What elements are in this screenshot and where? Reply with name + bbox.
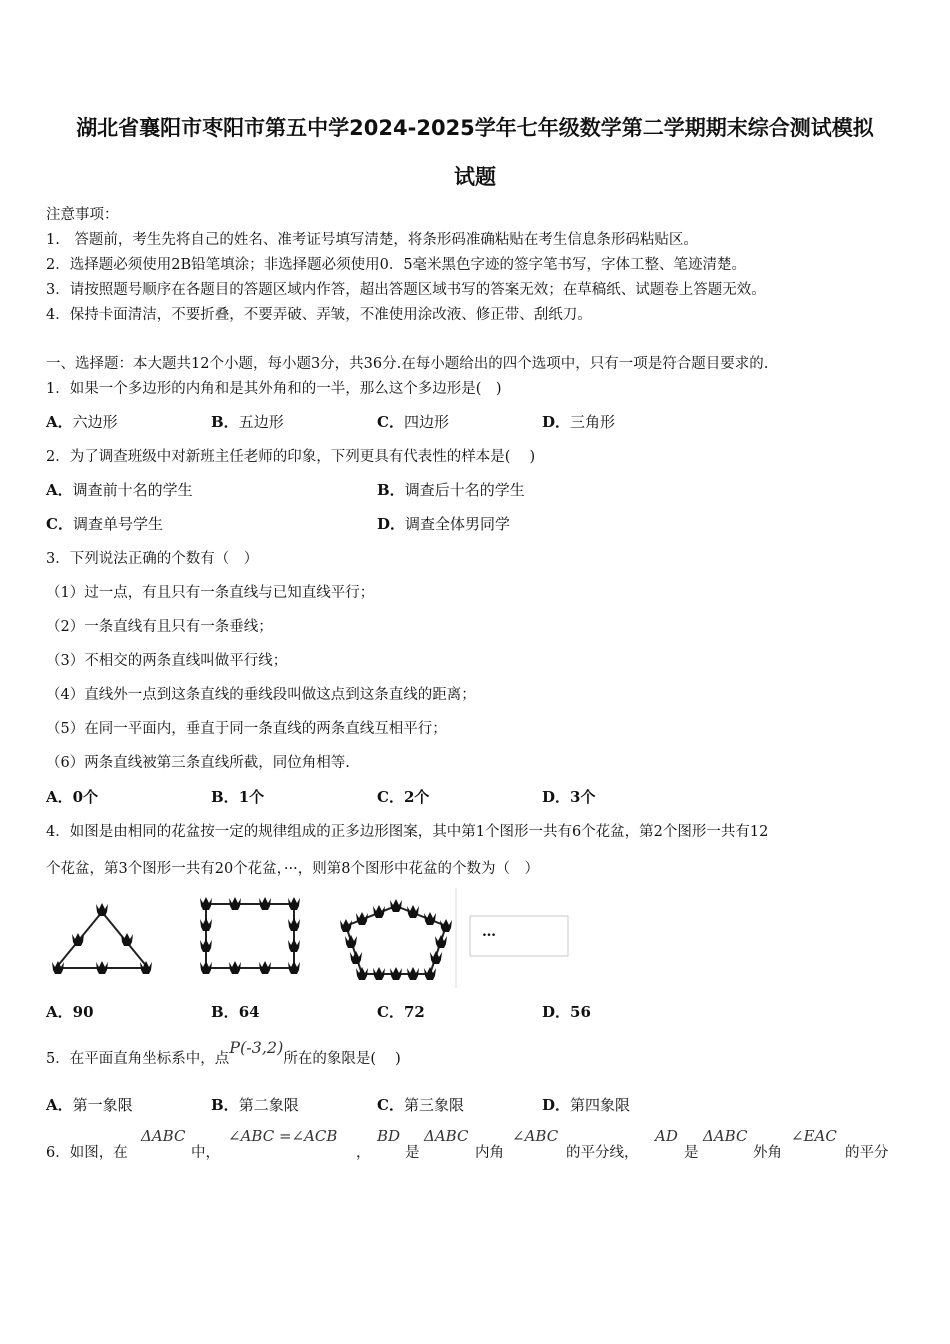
- question-5-option-a: A．第一象限: [46, 1096, 133, 1114]
- question-6-text: 外角: [753, 1145, 782, 1161]
- flower-pot-icon: [356, 912, 368, 925]
- flower-pot-icon: [390, 899, 402, 912]
- flower-pot-icon: [373, 905, 385, 918]
- flower-pot-icon: [229, 961, 241, 974]
- question-6-text: 是: [405, 1145, 420, 1161]
- square-pattern: [200, 897, 300, 974]
- math-angle-equality: ∠ABC =∠ACB: [228, 1127, 338, 1145]
- question-2-option-d: D．调查全体男同学: [377, 515, 511, 533]
- notice-item: 4．保持卡面清洁，不要折叠，不要弄破、弄皱，不准使用涂改液、修正带、刮纸刀。: [46, 307, 592, 323]
- math-segment-ad: AD: [655, 1127, 678, 1145]
- flower-pot-icon: [373, 967, 385, 980]
- flower-pot-icon: [424, 912, 436, 925]
- document-title-line2: 试题: [454, 165, 496, 189]
- question-5-option-d: D．第四象限: [542, 1096, 631, 1114]
- question-4-stem-line2: 个花盆，第3个图形一共有20个花盆，···，则第8个图形中花盆的个数为（ ）: [46, 861, 539, 877]
- question-4-option-d: D．56: [542, 1003, 591, 1021]
- flower-pot-icon: [200, 918, 212, 931]
- ellipsis-text: …: [482, 924, 496, 940]
- question-1-stem: 1．如果一个多边形的内角和是其外角和的一半，那么这个多边形是( ): [46, 381, 502, 397]
- flower-pot-icon: [259, 961, 271, 974]
- question-3-option-b: B．1个: [211, 788, 265, 806]
- flower-pot-icon: [288, 961, 300, 974]
- question-6-stem-start: 6．如图，在: [46, 1145, 128, 1161]
- flower-pot-icon: [340, 919, 352, 932]
- flower-pot-icon: [345, 935, 357, 948]
- question-3-statement: （6）两条直线被第三条直线所截，同位角相等.: [46, 755, 350, 771]
- flower-pot-icon: [356, 967, 368, 980]
- question-3-option-c: C．2个: [377, 788, 430, 806]
- math-segment-bd: BD: [377, 1127, 401, 1145]
- notice-item: 2．选择题必须使用2B铅笔填涂；非选择题必须使用0．5毫米黑色字迹的签字笔书写，字体工整、笔迹清楚。: [46, 257, 747, 273]
- question-3-statement: （1）过一点，有且只有一条直线与已知直线平行；: [46, 585, 375, 601]
- flower-pot-icon: [96, 903, 108, 916]
- question-6-text: 中，: [191, 1145, 220, 1161]
- flower-pot-icon: [140, 961, 152, 974]
- flower-pot-icon: [407, 905, 419, 918]
- question-6-text: 内角: [475, 1145, 504, 1161]
- point-p: P(-3,2): [229, 1038, 284, 1057]
- question-6-text: 的平分线，: [566, 1145, 639, 1161]
- flower-pot-icon: [288, 918, 300, 931]
- question-1-option-c: C．四边形: [377, 413, 449, 431]
- flower-pot-icon: [200, 939, 212, 952]
- section-heading: 一、选择题：本大题共12个小题，每小题3分，共36分.在每小题给出的四个选项中，只有一项是符合题目要求的.: [46, 356, 769, 372]
- flower-pot-icon: [96, 961, 108, 974]
- flower-pot-icon: [121, 933, 133, 946]
- math-triangle-abc: ΔABC: [703, 1127, 748, 1145]
- flower-pot-icon: [435, 935, 447, 948]
- flower-pot-icon: [259, 897, 271, 910]
- flower-pot-icon: [407, 967, 419, 980]
- flower-pot-icon: [200, 961, 212, 974]
- flower-pot-icon: [288, 939, 300, 952]
- question-3-statement: （5）在同一平面内，垂直于同一条直线的两条直线互相平行；: [46, 721, 447, 737]
- math-triangle-abc: ΔABC: [424, 1127, 469, 1145]
- question-3-option-d: D．3个: [542, 788, 596, 806]
- question-4-option-b: B．64: [211, 1003, 260, 1021]
- question-2-stem: 2．为了调查班级中对新班主任老师的印象，下列更具有代表性的样本是( ): [46, 449, 536, 465]
- flower-pot-icon: [390, 967, 402, 980]
- notice-heading: 注意事项：: [46, 207, 119, 223]
- question-5-option-b: B．第二象限: [211, 1096, 299, 1114]
- flower-pot-icon: [440, 919, 452, 932]
- flower-pot-pattern-figure: [44, 888, 574, 992]
- question-5-option-c: C．第三象限: [377, 1096, 464, 1114]
- question-6-text: 是: [684, 1145, 699, 1161]
- question-2-option-c: C．调查单号学生: [46, 515, 163, 533]
- question-3-option-a: A．0个: [46, 788, 99, 806]
- question-1-option-b: B．五边形: [211, 413, 284, 431]
- question-4-option-a: A．90: [46, 1003, 94, 1021]
- triangle-pattern: [52, 903, 152, 974]
- math-angle-abc: ∠ABC: [512, 1127, 559, 1145]
- question-4-option-c: C．72: [377, 1003, 425, 1021]
- question-3-statement: （3）不相交的两条直线叫做平行线；: [46, 653, 288, 669]
- question-3-statement: （2）一条直线有且只有一条垂线；: [46, 619, 273, 635]
- question-6-text: 的平分: [845, 1145, 889, 1161]
- question-4-stem-line1: 4．如图是由相同的花盆按一定的规律组成的正多边形图案，其中第1个图形一共有6个花盆，第2个图形一共有12: [46, 824, 769, 840]
- flower-pot-icon: [350, 951, 362, 964]
- flower-pot-icon: [52, 961, 64, 974]
- flower-pot-icon: [200, 897, 212, 910]
- question-2-option-a: A．调查前十名的学生: [46, 481, 193, 499]
- question-3-stem: 3．下列说法正确的个数有（ ）: [46, 551, 259, 567]
- question-6-text: ，: [356, 1145, 371, 1161]
- document-title-line1: 湖北省襄阳市枣阳市第五中学2024-2025学年七年级数学第二学期期末综合测试模拟: [76, 116, 874, 140]
- flower-pot-icon: [229, 897, 241, 910]
- question-5-stem: 5．在平面直角坐标系中，点P(-3,2)所在的象限是( ): [46, 1038, 401, 1067]
- question-1-option-d: D．三角形: [542, 413, 616, 431]
- math-angle-eac: ∠EAC: [791, 1127, 837, 1145]
- notice-item: 1. 答题前，考生先将自己的姓名、准考证号填写清楚，将条形码准确粘贴在考生信息条形码粘贴区。: [46, 232, 698, 248]
- flower-pot-icon: [288, 897, 300, 910]
- flower-pot-icon: [424, 967, 436, 980]
- flower-pot-icon: [430, 951, 442, 964]
- notice-item: 3．请按照题号顺序在各题目的答题区域内作答，超出答题区域书写的答案无效；在草稿纸、试题卷上答题无效。: [46, 282, 766, 298]
- question-1-option-a: A．六边形: [46, 413, 118, 431]
- question-2-option-b: B．调查后十名的学生: [377, 481, 525, 499]
- question-3-statement: （4）直线外一点到这条直线的垂线段叫做这点到这条直线的距离；: [46, 687, 476, 703]
- math-triangle-abc: ΔABC: [141, 1127, 186, 1145]
- pentagon-pattern: [340, 899, 452, 980]
